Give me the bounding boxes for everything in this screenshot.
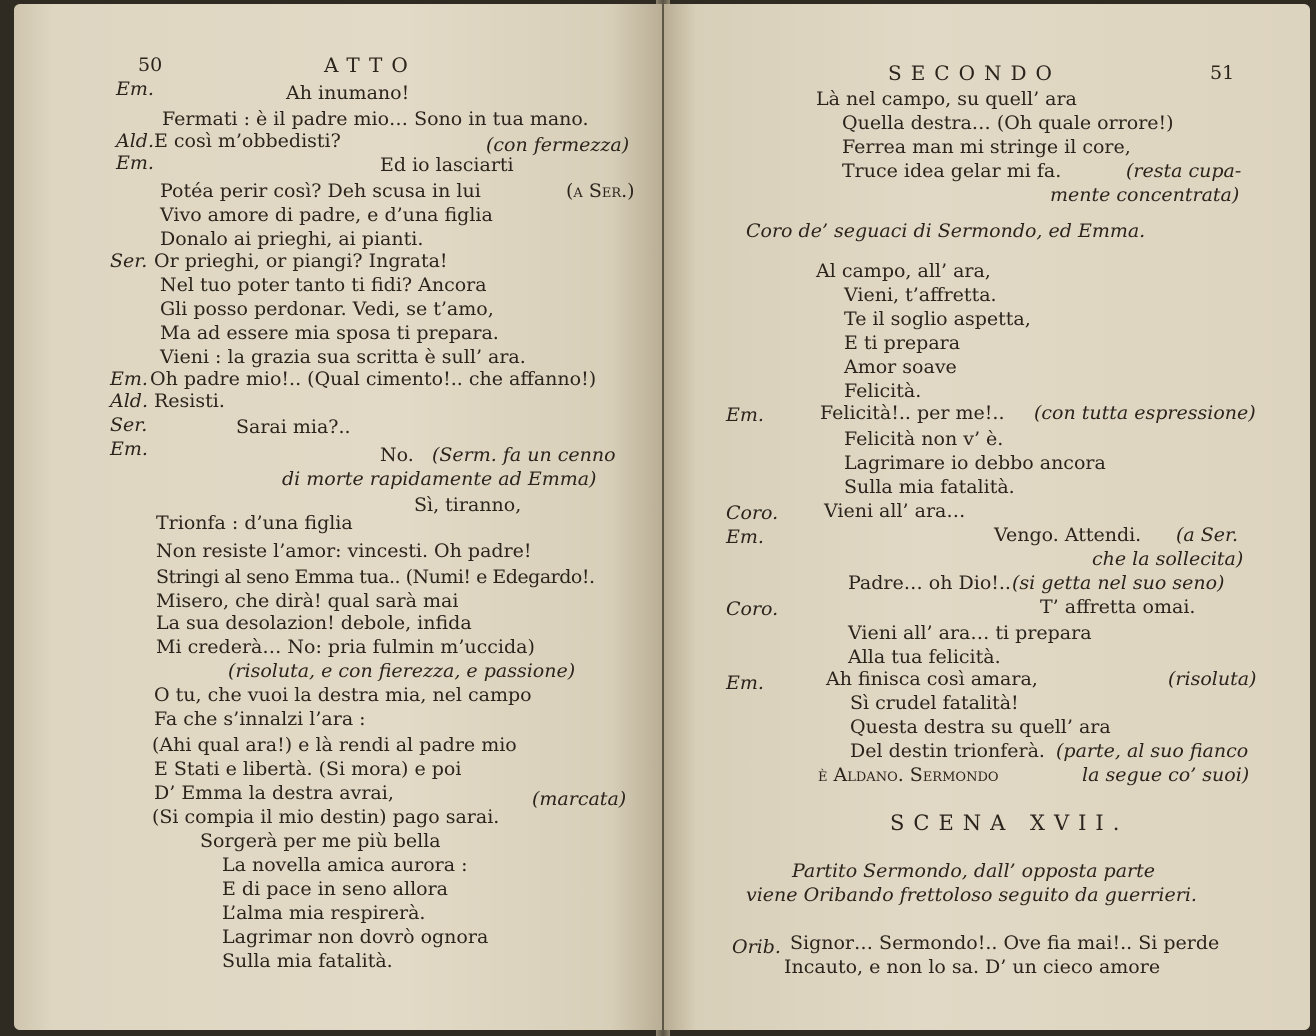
left-page xyxy=(14,4,662,1030)
verse-line: Del destin trionferà. xyxy=(850,740,1045,762)
verse-line: Stringi al seno Emma tua.. (Numi! e Edegardo!. xyxy=(156,566,595,588)
speaker: Ald. xyxy=(110,390,148,412)
verse-line: Ed io lasciarti xyxy=(380,154,514,176)
speaker: Ald. xyxy=(116,130,154,152)
speaker: Ser. xyxy=(110,250,148,272)
verse-line: Oh padre mio!.. (Qual cimento!.. che affanno!) xyxy=(150,368,597,390)
verse-line: Lagrimare io debbo ancora xyxy=(844,452,1106,474)
speaker: Em. xyxy=(110,368,148,390)
verse-line: Ma ad essere mia sposa ti prepara. xyxy=(160,322,499,344)
verse-line: Sulla mia fatalità. xyxy=(222,950,393,972)
verse-line: Trionfa : d’una figlia xyxy=(156,512,353,534)
running-head: SECONDO xyxy=(888,61,1061,85)
stage-direction: (resta cupa- xyxy=(1126,160,1242,182)
verse-line: Al campo, all’ ara, xyxy=(816,260,991,282)
verse-line: Or prieghi, or piangi? Ingrata! xyxy=(154,250,448,272)
verse-line: Sulla mia fatalità. xyxy=(844,476,1015,498)
verse-line: Quella destra… (Oh quale orrore!) xyxy=(842,112,1174,134)
verse-line: Fermati : è il padre mio… Sono in tua mano. xyxy=(162,108,589,130)
stage-direction: mente concentrata) xyxy=(1050,184,1240,206)
verse-line: D’ Emma la destra avrai, xyxy=(154,782,394,804)
verse-line: No. xyxy=(380,444,414,466)
verse-line: Sarai mia?.. xyxy=(236,416,351,438)
verse-line: (Si compia il mio destin) pago sarai. xyxy=(152,806,500,828)
verse-line: Ferrea man mi stringe il core, xyxy=(842,136,1131,158)
verse-line: Misero, che dirà! qual sarà mai xyxy=(156,590,459,612)
stage-direction: di morte rapidamente ad Emma) xyxy=(282,468,597,490)
stage-direction: (Serm. fa un cenno xyxy=(432,444,616,466)
verse-line: Felicità!.. per me!.. xyxy=(820,402,1005,424)
verse-line: Padre… oh Dio!.. xyxy=(848,572,1011,594)
verse-line: Questa destra su quell’ ara xyxy=(850,716,1111,738)
speaker: Ser. xyxy=(110,414,148,436)
verse-line: Lagrimar non dovrò ognora xyxy=(222,926,489,948)
verse-line: La sua desolazion! debole, infida xyxy=(156,612,472,634)
speaker: Em. xyxy=(726,404,764,426)
speaker: Em. xyxy=(110,438,148,460)
verse-line: L’alma mia respirerà. xyxy=(222,902,426,924)
speaker: Em. xyxy=(116,152,154,174)
stage-direction: la segue co’ suoi) xyxy=(1082,764,1250,786)
verse-line: E così m’obbedisti? xyxy=(154,130,341,152)
page-number: 51 xyxy=(1210,62,1235,84)
scene-heading: SCENA XVII. xyxy=(890,811,1129,835)
stage-direction: (marcata) xyxy=(532,788,627,810)
verse-line: Là nel campo, su quell’ ara xyxy=(816,88,1077,110)
verse-line: Vieni all’ ara… xyxy=(824,500,966,522)
verse-line: Vengo. Attendi. xyxy=(994,524,1142,546)
verse-line: Fa che s’innalzi l’ara : xyxy=(154,708,366,730)
verse-line: Potéa perir così? Deh scusa in lui xyxy=(160,180,481,202)
verse-line: Sorgerà per me più bella xyxy=(200,830,441,852)
verse-line: E ti prepara xyxy=(844,332,961,354)
verse-line: Sì crudel fatalità! xyxy=(850,692,1019,714)
stage-direction: che la sollecita) xyxy=(1092,548,1244,570)
stage-direction: (parte, al suo fianco xyxy=(1056,740,1249,762)
speaker: Em. xyxy=(116,78,154,100)
speaker: Em. xyxy=(726,526,764,548)
stage-direction: (risoluta, e con fierezza, e passione) xyxy=(228,660,576,682)
verse-line: Vieni all’ ara… ti prepara xyxy=(848,622,1092,644)
verse-line: Alla tua felicità. xyxy=(848,646,1001,668)
verse-line: La novella amica aurora : xyxy=(222,854,468,876)
verse-line: Resisti. xyxy=(154,390,225,412)
right-page xyxy=(664,4,1310,1030)
verse-line: Sì, tiranno, xyxy=(414,494,522,516)
verse-line: O tu, che vuoi la destra mia, nel campo xyxy=(154,684,532,706)
verse-line: Vivo amore di padre, e d’una figlia xyxy=(160,204,493,226)
verse-line: Non resiste l’amor: vincesti. Oh padre! xyxy=(156,540,532,562)
speaker: Coro. xyxy=(726,502,779,524)
verse-line: Ah inumano! xyxy=(286,82,410,104)
verse-line: Vieni, t’affretta. xyxy=(844,284,997,306)
verse-line: E Stati e libertà. (Si mora) e poi xyxy=(154,758,462,780)
running-head: ATTO xyxy=(324,53,417,77)
speaker: Em. xyxy=(726,672,764,694)
verse-line: (Ahi qual ara!) e là rendi al padre mio xyxy=(152,734,517,756)
page-number: 50 xyxy=(138,54,163,76)
verse-line: Vieni : la grazia sua scritta è sull’ ara. xyxy=(160,346,526,368)
verse-line: Truce idea gelar mi fa. xyxy=(842,160,1062,182)
verse-line: Signor… Sermondo!.. Ove fia mai!.. Si perde xyxy=(790,932,1220,954)
verse-line: Nel tuo poter tanto ti fidi? Ancora xyxy=(160,274,487,296)
chorus-heading: Coro de’ seguaci di Sermondo, ed Emma. xyxy=(746,220,1146,242)
speaker: Coro. xyxy=(726,598,779,620)
verse-line: Felicità. xyxy=(844,380,922,402)
stage-direction: (risoluta) xyxy=(1168,668,1257,690)
speaker: Orib. xyxy=(732,936,781,958)
verse-line: T’ affretta omai. xyxy=(1040,596,1196,618)
stage-direction: viene Oribando frettoloso seguito da guerrieri. xyxy=(746,884,1197,906)
stage-direction: (con fermezza) xyxy=(486,134,630,156)
verse-line: Mi crederà… No: pria fulmin m’uccida) xyxy=(156,636,535,658)
verse-line: Amor soave xyxy=(844,356,957,378)
verse-line: è Aldano. Sermondo xyxy=(818,764,999,786)
verse-line: Felicità non v’ è. xyxy=(844,428,1004,450)
verse-line: Te il soglio aspetta, xyxy=(844,308,1031,330)
verse-line: Incauto, e non lo sa. D’ un cieco amore xyxy=(784,956,1161,978)
verse-line: Donalo ai prieghi, ai pianti. xyxy=(160,228,424,250)
stage-direction: (con tutta espressione) xyxy=(1034,402,1256,424)
stage-direction: Partito Sermondo, dall’ opposta parte xyxy=(792,860,1156,882)
verse-line: Gli posso perdonar. Vedi, se t’amo, xyxy=(160,298,494,320)
stage-direction: (si getta nel suo seno) xyxy=(1012,572,1225,594)
verse-line: Ah finisca così amara, xyxy=(826,668,1038,690)
stage-direction: (a Ser.) xyxy=(566,180,635,202)
stage-direction: (a Ser. xyxy=(1176,524,1239,546)
verse-line: E di pace in seno allora xyxy=(222,878,448,900)
